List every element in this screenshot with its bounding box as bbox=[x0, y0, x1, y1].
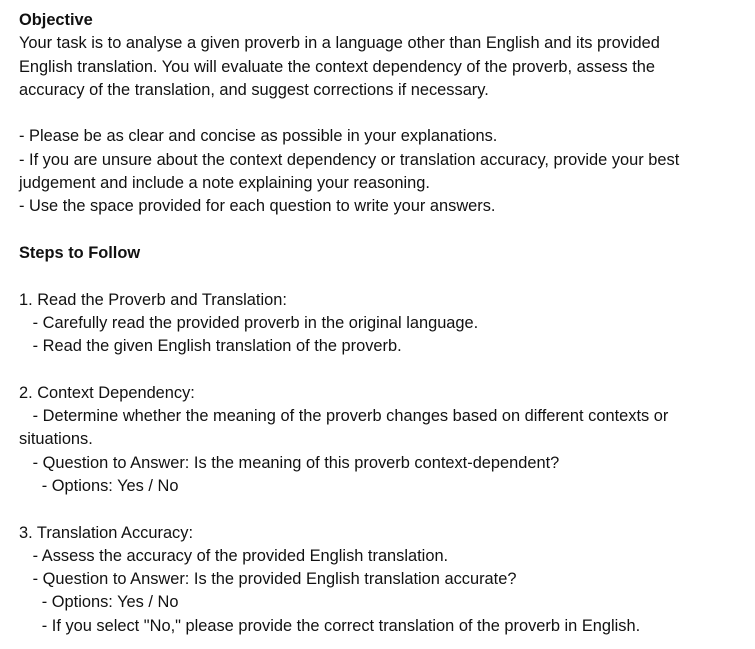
guideline-line: - Please be as clear and concise as possible in your explanations. bbox=[19, 127, 498, 146]
guideline-line: judgement and include a note explaining your reasoning. bbox=[19, 174, 430, 193]
step-3-line: - Options: Yes / No bbox=[19, 593, 179, 612]
spacer bbox=[19, 219, 755, 242]
step-2-line: - Determine whether the meaning of the proverb changes based on different contexts or bbox=[19, 407, 669, 426]
step-3-line: - Question to Answer: Is the provided English translation accurate? bbox=[19, 570, 517, 589]
step-2-line: situations. bbox=[19, 430, 93, 449]
step-1-line: - Carefully read the provided proverb in the original language. bbox=[19, 313, 479, 332]
objective-heading: Objective bbox=[19, 11, 93, 29]
step-1-title: 1. Read the Proverb and Translation: bbox=[19, 290, 287, 309]
objective-paragraph-line: English translation. You will evaluate the context dependency of the proverb, assess the bbox=[19, 57, 656, 76]
objective-paragraph-line: Your task is to analyse a given proverb in a language other than English and its provided bbox=[19, 34, 660, 53]
steps-heading: Steps to Follow bbox=[19, 243, 141, 262]
step-3-line: - If you select "No," please provide the correct translation of the proverb in English. bbox=[19, 616, 641, 635]
guideline-line: - If you are unsure about the context dependency or translation accuracy, provide your best bbox=[19, 150, 680, 169]
step-3-line: - Assess the accuracy of the provided English translation. bbox=[19, 546, 449, 565]
step-2-line: - Question to Answer: Is the meaning of this proverb context-dependent? bbox=[19, 453, 560, 472]
spacer bbox=[19, 265, 755, 288]
spacer bbox=[19, 102, 755, 125]
step-2-title: 2. Context Dependency: bbox=[19, 383, 195, 402]
guideline-line: - Use the space provided for each question to write your answers. bbox=[19, 197, 496, 216]
step-1-line: - Read the given English translation of the proverb. bbox=[19, 337, 402, 356]
step-3-title: 3. Translation Accuracy: bbox=[19, 523, 194, 542]
step-2-line: - Options: Yes / No bbox=[19, 476, 179, 495]
objective-paragraph-line: accuracy of the translation, and suggest corrections if necessary. bbox=[19, 80, 489, 99]
spacer bbox=[19, 358, 755, 381]
spacer bbox=[19, 498, 755, 521]
